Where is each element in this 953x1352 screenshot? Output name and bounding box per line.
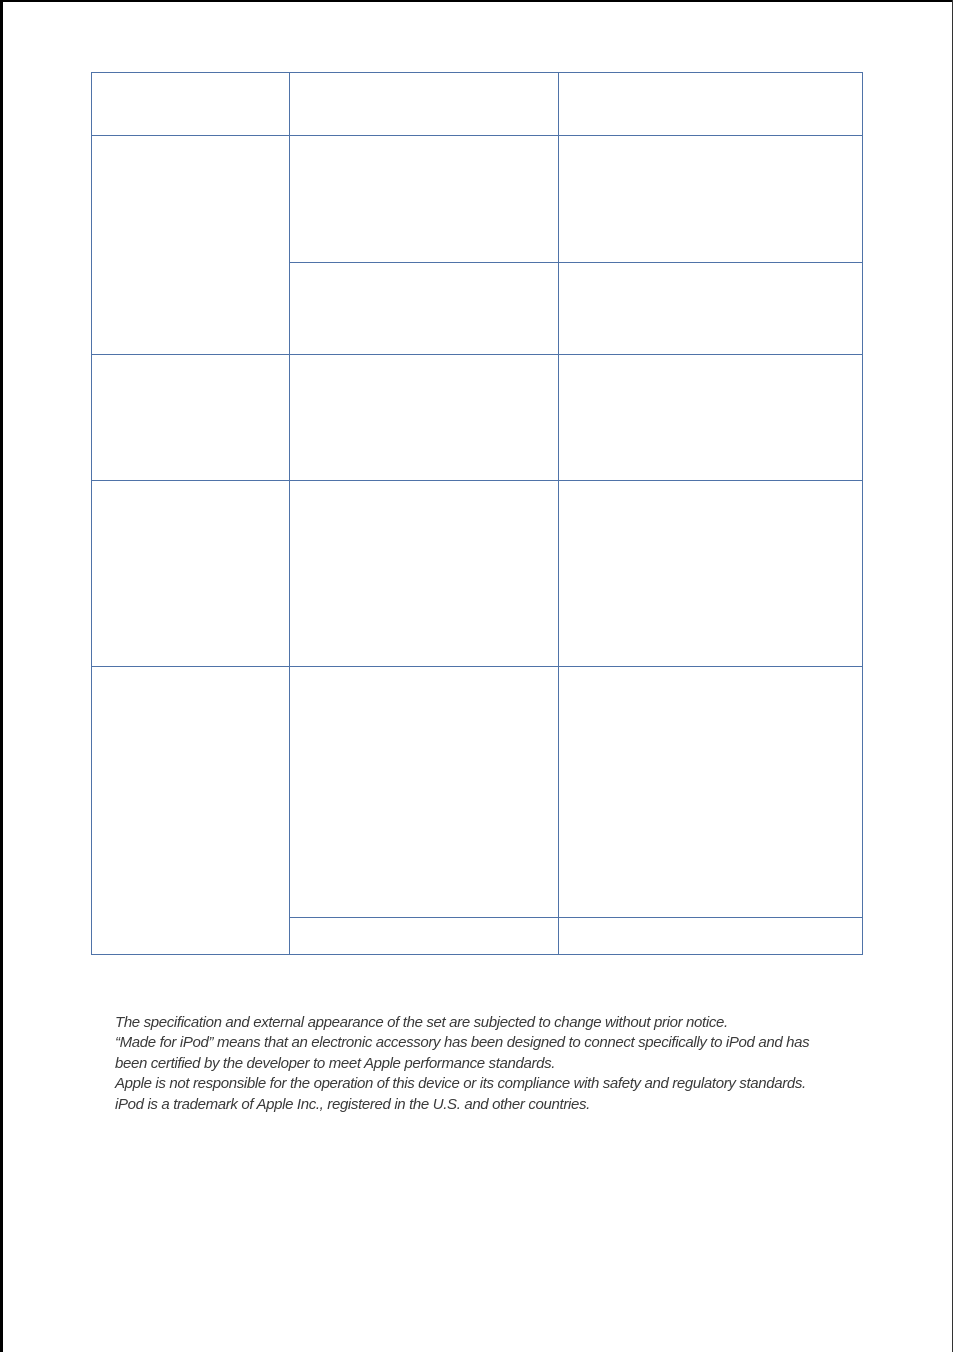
table-cell xyxy=(290,136,559,263)
table-cell xyxy=(559,73,863,136)
table-cell xyxy=(290,481,559,667)
table-cell xyxy=(559,918,863,955)
table-row-header xyxy=(92,73,863,136)
table-cell xyxy=(559,481,863,667)
disclaimer-notes xyxy=(115,1013,845,1115)
page-frame-left xyxy=(0,0,3,1352)
table-cell xyxy=(559,136,863,263)
table-row xyxy=(92,136,863,263)
table-cell xyxy=(559,667,863,918)
table-cell xyxy=(290,263,559,355)
specification-table xyxy=(91,72,863,955)
table-cell xyxy=(290,73,559,136)
table-row xyxy=(92,667,863,918)
table-cell xyxy=(92,73,290,136)
table-cell xyxy=(92,136,290,355)
spec-change-notice: The specification and external appearance of the set are subjected to change without prior notice. xyxy=(115,1014,728,1031)
table-cell xyxy=(92,667,290,955)
page-frame-top xyxy=(0,0,953,2)
table-row xyxy=(92,481,863,667)
table-cell xyxy=(92,355,290,481)
table-cell xyxy=(559,263,863,355)
made-for-ipod-notice: “Made for iPod” means that an electronic accessory has been designed to connect specifically to iPod and has been certified by the developer to meet Apple performance standards. xyxy=(115,1034,810,1072)
ipod-trademark-notice: iPod is a trademark of Apple Inc., registered in the U.S. and other countries. xyxy=(115,1095,590,1113)
table-cell xyxy=(290,355,559,481)
table-cell xyxy=(290,667,559,918)
table-cell xyxy=(92,481,290,667)
table-row xyxy=(92,355,863,481)
table-cell xyxy=(290,918,559,955)
apple-responsibility-notice: Apple is not responsible for the operation of this device or its compliance with safety and regulatory standards. xyxy=(115,1075,806,1093)
table-cell xyxy=(559,355,863,481)
